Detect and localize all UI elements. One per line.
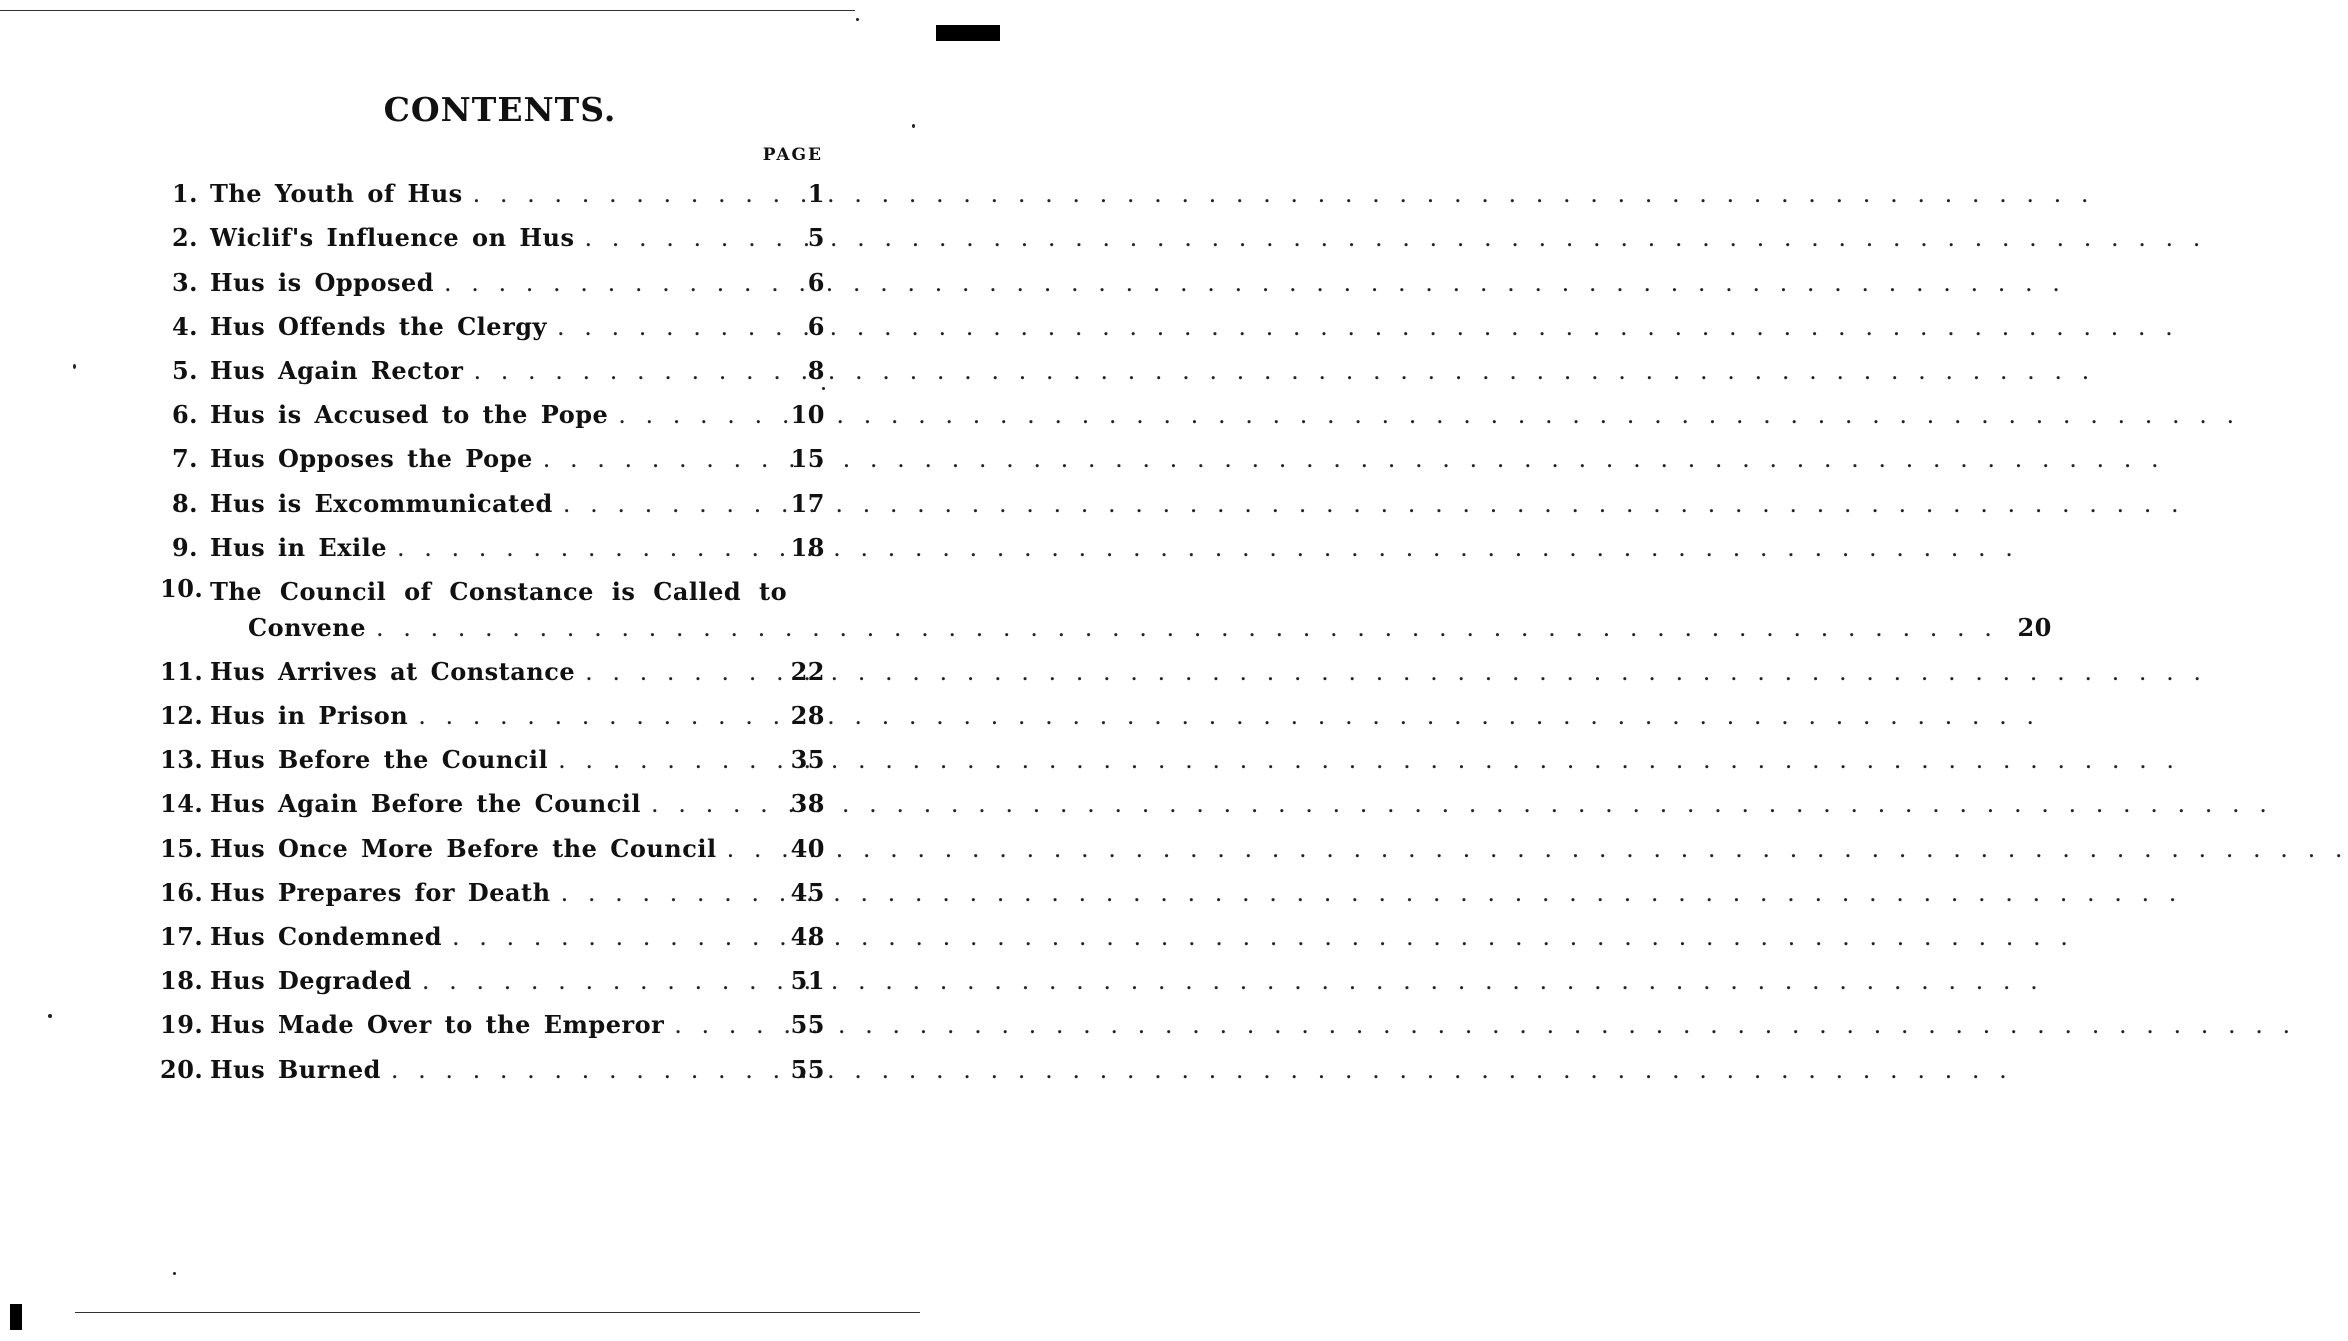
chapter-number: 20. (160, 1054, 204, 1084)
dot-leader (585, 658, 2207, 686)
page-number: 6 (807, 311, 825, 341)
page-number: 51 (790, 966, 825, 996)
toc-entry (160, 957, 825, 1001)
toc-entry (160, 258, 825, 302)
page-number: 55 (790, 1054, 825, 1084)
chapter-title: Hus Offends the Clergy (210, 311, 547, 341)
toc-entry (160, 648, 825, 692)
chapter-title: Hus Prepares for Death (210, 877, 551, 907)
page-number: 35 (790, 745, 825, 775)
chapter-title: Hus Again Rector (210, 355, 464, 385)
chapter-title: Hus Opposes the Pope (210, 444, 533, 474)
chapter-number: 14. (160, 789, 204, 819)
chapter-title: Hus is Excommunicated (210, 488, 553, 518)
chapter-title: Hus Made Over to the Emperor (210, 1010, 665, 1040)
page-number: 10 (790, 400, 825, 430)
toc-entry (160, 736, 825, 780)
chapter-title: Hus Again Before the Council (210, 789, 642, 819)
toc-entry (160, 869, 825, 913)
chapter-title: Wiclif's Influence on Hus (210, 223, 575, 253)
toc-entry (160, 391, 825, 435)
chapter-number: 9. (171, 532, 198, 562)
margin-scan-mark (10, 1304, 22, 1330)
chapter-title-continued: Convene (248, 612, 366, 642)
page-column-header: PAGE (762, 145, 823, 165)
page-number: 38 (790, 789, 825, 819)
chapter-title: Hus in Prison (210, 701, 409, 731)
page-number: 1 (807, 179, 825, 209)
chapter-title: Hus is Accused to the Pope (210, 400, 609, 430)
chapter-title: Hus Arrives at Constance (210, 656, 576, 686)
chapter-number: 19. (160, 1010, 204, 1040)
corner-scan-mark (936, 25, 1000, 41)
chapter-number: 8. (171, 488, 198, 518)
page-number: 8 (807, 355, 825, 385)
chapter-number: 1. (171, 179, 198, 209)
dot-leader (418, 702, 2040, 730)
toc-entry (160, 1045, 825, 1089)
chapter-title: The Council of Constance is Called to (210, 576, 788, 606)
chapter-number: 13. (160, 745, 204, 775)
scan-speck (48, 1014, 52, 1018)
dot-leader (376, 614, 1998, 642)
chapter-number: 5. (171, 355, 198, 385)
chapter-title: Hus Before the Council (210, 745, 549, 775)
dot-leader (618, 401, 2240, 429)
dot-leader (422, 967, 2044, 995)
chapter-number: 4. (171, 311, 198, 341)
chapter-number: 16. (160, 877, 204, 907)
page-number: 20 (2017, 612, 2052, 642)
page-number: 22 (790, 656, 825, 686)
chapter-number: 2. (171, 223, 198, 253)
chapter-number: 11. (160, 656, 204, 686)
toc-entry (160, 1001, 825, 1045)
dot-leader (473, 180, 2095, 208)
toc-entry (160, 347, 825, 391)
dot-leader (444, 269, 2066, 297)
page-number: 28 (790, 701, 825, 731)
toc-entry (160, 824, 825, 868)
page-number: 5 (807, 223, 825, 253)
chapter-number: 12. (160, 701, 204, 731)
page-title: CONTENTS. (383, 90, 617, 129)
toc-entry (160, 435, 825, 479)
table-of-contents (160, 170, 2052, 1090)
chapter-number: 18. (160, 966, 204, 996)
toc-entry (160, 568, 2052, 648)
chapter-title: Hus is Opposed (210, 267, 435, 297)
page-number: 17 (790, 488, 825, 518)
chapter-title: The Youth of Hus (210, 179, 463, 209)
page-number: 48 (790, 922, 825, 951)
dot-leader (473, 357, 2095, 385)
chapter-title: Hus Burned (210, 1054, 381, 1084)
chapter-number: 7. (171, 444, 198, 474)
dot-leader (585, 224, 2207, 252)
bottom-rule (75, 1312, 920, 1313)
dot-leader (391, 1056, 2013, 1084)
toc-entry (160, 479, 825, 523)
toc-entry (160, 692, 825, 736)
scan-speck (173, 1272, 176, 1275)
chapter-number: 15. (160, 833, 204, 863)
chapter-number: 17. (160, 922, 204, 951)
dot-leader (651, 790, 2273, 818)
chapter-title: Hus Condemned (210, 922, 442, 951)
scan-speck (856, 18, 859, 21)
chapter-title: Hus in Exile (210, 532, 388, 562)
page-number: 15 (790, 444, 825, 474)
chapter-title: Hus Once More Before the Council (210, 833, 717, 863)
page-number: 40 (790, 833, 825, 863)
dot-leader (674, 1011, 2296, 1039)
chapter-number: 10. (160, 573, 204, 603)
chapter-number: 6. (171, 400, 198, 430)
dot-leader (727, 835, 2348, 863)
chapter-number: 3. (171, 267, 198, 297)
toc-entry (160, 214, 825, 258)
top-rule (0, 10, 855, 11)
toc-entry (160, 524, 825, 568)
toc-entry (160, 170, 825, 214)
page-number: 55 (790, 1010, 825, 1040)
scan-speck (73, 364, 76, 369)
dot-leader (397, 534, 2019, 562)
toc-entry (160, 913, 825, 957)
page-number: 18 (790, 532, 825, 562)
page-number: 45 (790, 877, 825, 907)
page-number: 6 (807, 267, 825, 297)
toc-entry (160, 780, 825, 824)
toc-entry (160, 303, 825, 347)
dot-leader (452, 923, 2074, 951)
chapter-title: Hus Degraded (210, 966, 412, 996)
